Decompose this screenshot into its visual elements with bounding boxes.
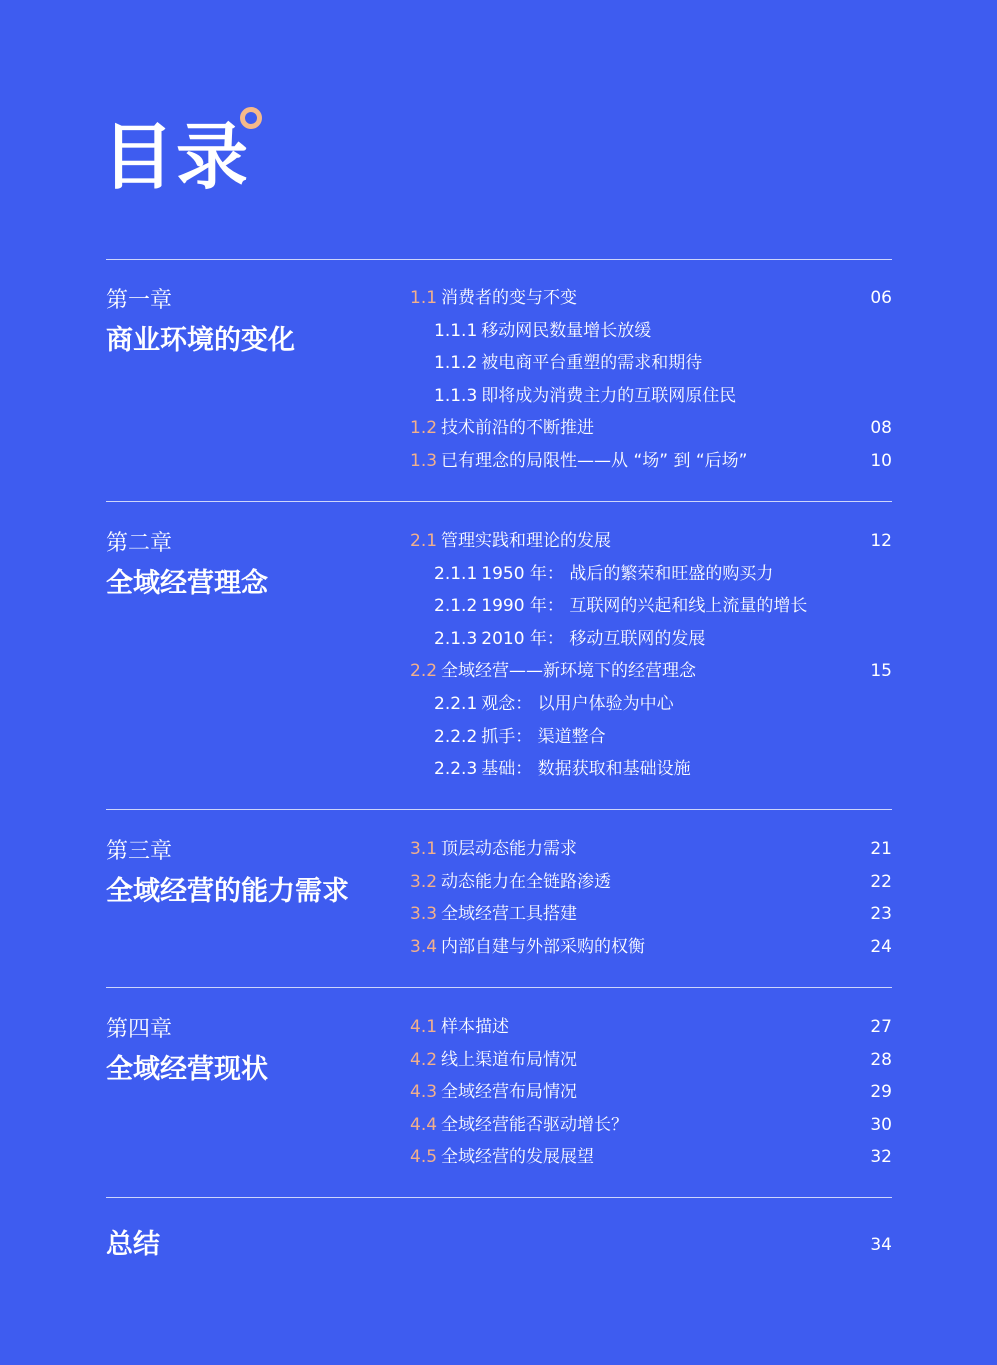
entry-title: 管理实践和理论的发展 [441,531,612,551]
entry-page-number: 10 [870,450,892,471]
toc-section-entry[interactable] [410,902,892,935]
entry-number: 2.1 [410,531,438,551]
divider [106,987,892,988]
toc-section-entry[interactable] [410,416,892,449]
entry-title: 移动网民数量增长放缓 [481,320,652,341]
entry-number: 2.1.1 [434,563,478,584]
chapter-title[interactable]: 全域经营现状 [106,1054,268,1085]
entry-title: 样本描述 [441,1017,510,1037]
entry-page-number: 27 [870,1017,892,1037]
entry-number: 1.2 [410,418,438,439]
toc-subsection-entry[interactable] [410,351,892,384]
entry-number: 3.2 [410,871,438,892]
entry-title: 全域经营能否驱动增长？ [441,1114,629,1135]
toc-subsection-entry[interactable] [410,725,892,758]
entry-title: 1990 年： 互联网的兴起和线上流量的增长 [481,596,808,617]
entry-number: 4.5 [410,1147,438,1168]
circle-icon [240,107,262,129]
entry-title: 观念： 以用户体验为中心 [481,693,674,714]
chapter-label: 第三章 [106,839,173,864]
entry-page-number: 22 [870,871,892,892]
toc-subsection-entry[interactable] [410,757,892,790]
entry-title: 动态能力在全链路渗透 [441,871,612,892]
chapter-title[interactable]: 商业环境的变化 [106,325,295,356]
toc-section-entry[interactable] [410,659,892,692]
page-title-block [102,112,250,202]
entry-title: 线上渠道布局情况 [441,1049,578,1070]
entry-page-number: 28 [870,1049,892,1070]
entry-page-number: 06 [870,288,892,308]
entry-title: 全域经营布局情况 [441,1082,578,1103]
entry-number: 2.2.2 [434,726,478,747]
entry-number: 2.2.3 [434,759,478,780]
entry-title: 消费者的变与不变 [441,288,578,308]
entry-title: 即将成为消费主力的互联网原住民 [481,385,737,406]
entry-page-number: 12 [870,531,892,551]
entry-page-number: 21 [870,839,892,859]
toc-entry-list [410,1015,892,1178]
summary-page-number: 34 [870,1235,892,1255]
divider [106,259,892,260]
entry-title: 全域经营工具搭建 [441,904,578,925]
entry-title: 1950 年： 战后的繁荣和旺盛的购买力 [481,563,774,584]
entry-number: 4.1 [410,1017,438,1037]
chapter-label: 第二章 [106,531,173,556]
entry-title: 内部自建与外部采购的权衡 [441,936,646,957]
toc-section-entry[interactable] [410,1048,892,1081]
entry-title: 全域经营——新环境下的经营理念 [441,661,697,682]
entry-number: 4.2 [410,1049,438,1070]
toc-section-entry[interactable] [410,870,892,903]
divider [106,501,892,502]
toc-entry-list [410,286,892,482]
entry-number: 1.1.2 [434,353,478,374]
entry-title: 技术前沿的不断推进 [441,418,595,439]
entry-number: 4.4 [410,1114,438,1135]
chapter-label: 第一章 [106,288,173,313]
entry-number: 3.1 [410,839,438,859]
entry-number: 2.2 [410,661,438,682]
entry-page-number: 08 [870,418,892,439]
chapter-title[interactable]: 全域经营理念 [106,568,268,599]
divider [106,1197,892,1198]
entry-page-number: 32 [870,1147,892,1168]
toc-section-entry[interactable] [410,1015,892,1048]
entry-number: 3.3 [410,904,438,925]
summary-title[interactable]: 总结 [106,1229,160,1260]
entry-page-number: 30 [870,1114,892,1135]
toc-section-entry[interactable] [410,837,892,870]
toc-subsection-entry[interactable] [410,562,892,595]
entry-number: 1.3 [410,450,438,471]
entry-title: 基础： 数据获取和基础设施 [481,759,691,780]
toc-subsection-entry[interactable] [410,319,892,352]
entry-page-number: 23 [870,904,892,925]
entry-title: 顶层动态能力需求 [441,839,578,859]
toc-subsection-entry[interactable] [410,627,892,660]
entry-number: 1.1 [410,288,438,308]
toc-section-entry[interactable] [410,286,892,319]
toc-section-entry[interactable] [410,935,892,968]
toc-subsection-entry[interactable] [410,384,892,417]
entry-page-number: 29 [870,1082,892,1103]
entry-number: 1.1.1 [434,320,478,341]
toc-section-entry[interactable] [410,1113,892,1146]
entry-page-number: 24 [870,936,892,957]
entry-number: 2.1.3 [434,628,478,649]
entry-number: 4.3 [410,1082,438,1103]
page-title: 目录 [102,115,251,199]
toc-entry-list [410,529,892,790]
entry-title: 全域经营的发展展望 [441,1147,595,1168]
toc-entry-list [410,837,892,967]
chapter-title[interactable]: 全域经营的能力需求 [106,876,349,907]
divider [106,809,892,810]
toc-section-entry[interactable] [410,1145,892,1178]
toc-section-entry[interactable] [410,1080,892,1113]
entry-number: 1.1.3 [434,385,478,406]
toc-section-entry[interactable] [410,449,892,482]
entry-title: 已有理念的局限性——从 “场” 到 “后场” [441,450,748,471]
entry-title: 抓手： 渠道整合 [481,726,606,747]
toc-section-entry[interactable] [410,529,892,562]
entry-page-number: 15 [870,661,892,682]
entry-title: 2010 年： 移动互联网的发展 [481,628,706,649]
entry-number: 3.4 [410,936,438,957]
toc-subsection-entry[interactable] [410,692,892,725]
chapter-label: 第四章 [106,1017,173,1042]
entry-title: 被电商平台重塑的需求和期待 [481,353,703,374]
entry-number: 2.2.1 [434,693,478,714]
entry-number: 2.1.2 [434,596,478,617]
toc-subsection-entry[interactable] [410,594,892,627]
